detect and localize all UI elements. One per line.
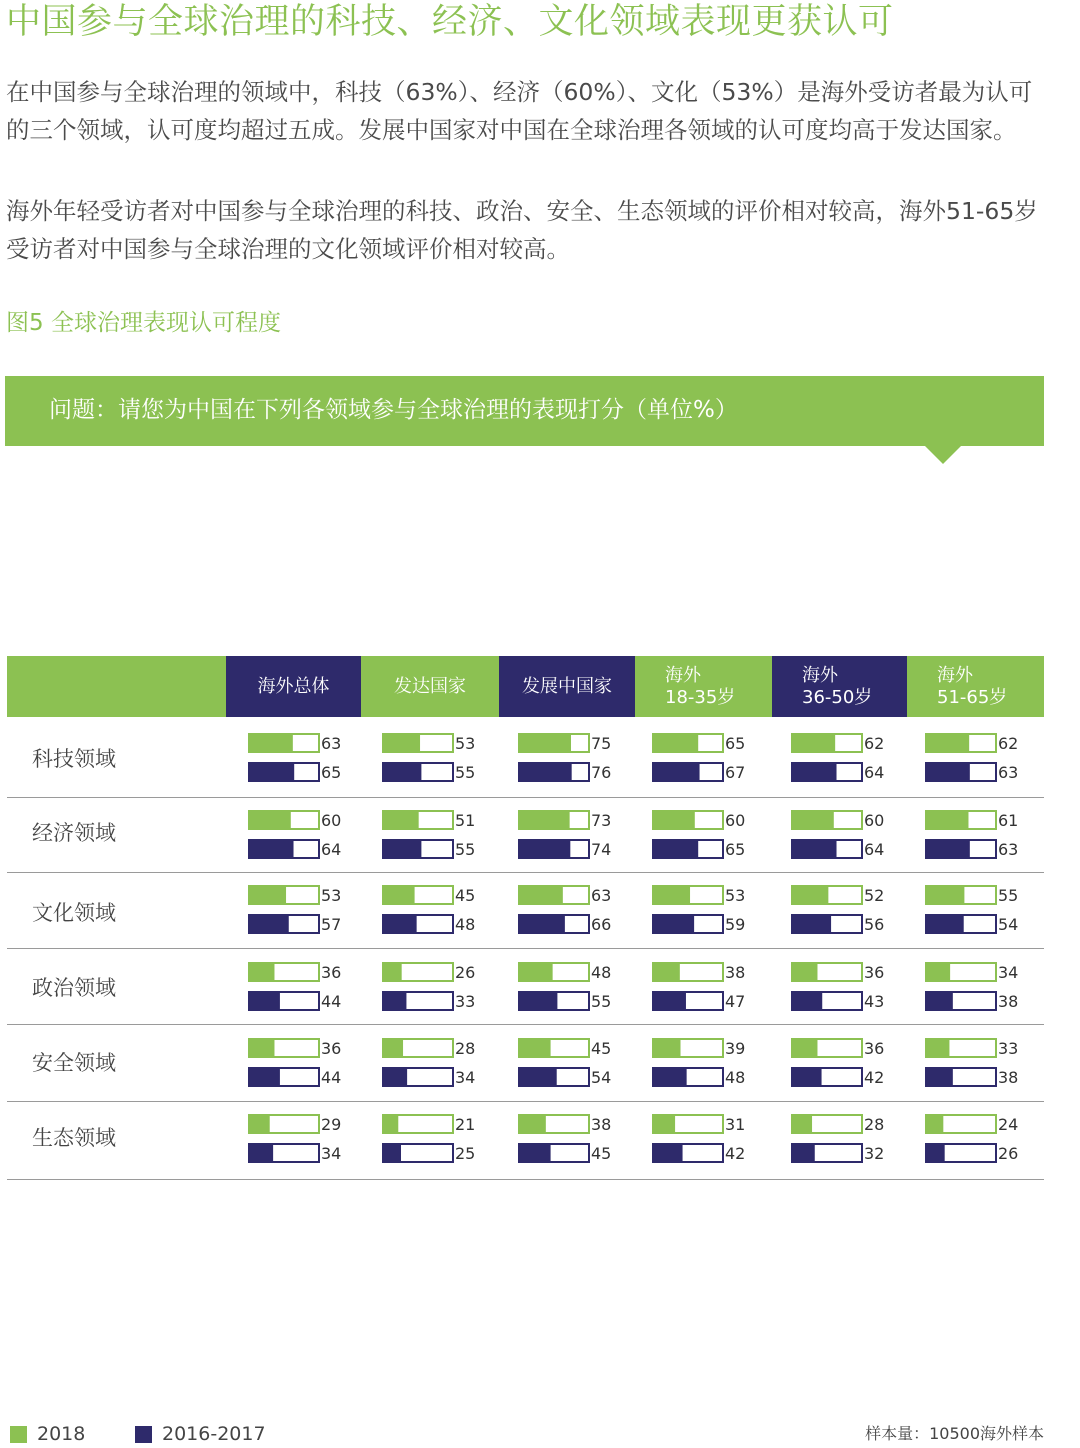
bar-remainder: [698, 735, 722, 751]
bar-current-r4-c2: [518, 1038, 611, 1058]
bar-remainder: [273, 1145, 318, 1161]
bar-current-r1-c3: [652, 810, 745, 830]
bar-previous-r5-c0: [248, 1143, 341, 1163]
bar-value-label: 43: [864, 992, 885, 1011]
bar-current-r0-c5: [925, 733, 1018, 753]
bar-remainder: [970, 764, 995, 780]
bar-previous-r0-c3: [652, 762, 745, 782]
bar-value-label: 28: [455, 1039, 476, 1058]
bar-remainder: [289, 916, 318, 932]
bar-previous-r1-c5: [925, 839, 1018, 859]
bar-remainder: [419, 812, 452, 828]
bar-remainder: [415, 887, 452, 903]
column-header-age-18-35: 海外 18-35岁: [635, 656, 772, 717]
bar-value-label: 53: [725, 886, 746, 905]
bar-previous-r0-c2: [518, 762, 611, 782]
bar-remainder: [700, 764, 722, 780]
bar-current-r5-c3: [652, 1114, 745, 1134]
bar-remainder: [686, 993, 722, 1009]
bar-current-r2-c4: [791, 885, 884, 905]
bar-remainder: [570, 812, 588, 828]
bar-value-label: 55: [591, 992, 612, 1011]
bar-value-label: 52: [864, 886, 885, 905]
bar-previous-r5-c3: [652, 1143, 745, 1163]
bar-remainder: [680, 964, 722, 980]
bar-value-label: 38: [591, 1115, 612, 1134]
bar-value-label: 24: [998, 1115, 1019, 1134]
legend-label-2016-2017: 2016-2017: [162, 1423, 266, 1445]
column-header-age-51-65: 海外 51-65岁: [907, 656, 1044, 717]
bar-value-label: 38: [725, 963, 746, 982]
bar-current-r4-c0: [248, 1038, 341, 1058]
bar-remainder: [274, 964, 318, 980]
bar-remainder: [950, 964, 995, 980]
row-label-economy: 经济领域: [32, 821, 116, 845]
bar-current-r5-c5: [925, 1114, 1018, 1134]
bar-remainder: [835, 735, 861, 751]
bar-current-r3-c2: [518, 962, 611, 982]
bar-current-r3-c1: [382, 962, 475, 982]
bar-remainder: [293, 735, 318, 751]
bar-previous-r0-c0: [248, 762, 341, 782]
bar-current-r2-c0: [248, 885, 341, 905]
row-label-culture: 文化领域: [32, 901, 116, 925]
bar-remainder: [398, 1116, 452, 1132]
intro-paragraph-1: 在中国参与全球治理的领域中，科技（63%）、经济（60%）、文化（53%）是海外受访者最为认可的三个领域，认可度均超过五成。发展中国家对中国在全球治理各领域的认可度均高于发达国家。: [6, 78, 1033, 144]
bar-previous-r4-c0: [248, 1067, 341, 1087]
bar-current-r3-c5: [925, 962, 1018, 982]
bar-remainder: [417, 916, 452, 932]
bar-remainder: [964, 887, 995, 903]
bar-value-label: 48: [725, 1068, 746, 1087]
bar-current-r5-c0: [248, 1114, 341, 1134]
bar-remainder: [970, 841, 995, 857]
bar-value-label: 45: [591, 1144, 612, 1163]
bar-value-label: 66: [591, 915, 612, 934]
bar-remainder: [291, 812, 318, 828]
bar-value-label: 62: [864, 734, 885, 753]
bar-previous-r1-c4: [791, 839, 884, 859]
row-label-security: 安全领域: [32, 1051, 116, 1075]
bar-remainder: [420, 735, 452, 751]
bar-remainder: [557, 993, 588, 1009]
bar-remainder: [553, 964, 588, 980]
bar-remainder: [675, 1116, 722, 1132]
bar-value-label: 42: [725, 1144, 746, 1163]
bar-remainder: [546, 1116, 588, 1132]
column-header-developing: 发展中国家: [499, 656, 635, 717]
bar-value-label: 21: [455, 1115, 476, 1134]
bar-current-r0-c3: [652, 733, 745, 753]
bar-value-label: 57: [321, 915, 342, 934]
bar-value-label: 44: [321, 992, 342, 1011]
bar-value-label: 36: [864, 1039, 885, 1058]
bar-value-label: 76: [591, 763, 612, 782]
bar-current-r5-c1: [382, 1114, 475, 1134]
bar-current-r4-c5: [925, 1038, 1018, 1058]
bar-value-label: 65: [725, 734, 746, 753]
bar-remainder: [815, 1145, 861, 1161]
bar-remainder: [695, 812, 722, 828]
bar-previous-r2-c3: [652, 914, 745, 934]
bar-value-label: 25: [455, 1144, 476, 1163]
bar-remainder: [837, 764, 861, 780]
bar-value-label: 53: [455, 734, 476, 753]
bar-value-label: 55: [455, 763, 476, 782]
bar-previous-r5-c1: [382, 1143, 475, 1163]
bar-value-label: 74: [591, 840, 612, 859]
bar-previous-r3-c1: [382, 991, 475, 1011]
bar-remainder: [407, 1069, 452, 1085]
bar-value-label: 45: [591, 1039, 612, 1058]
bar-remainder: [280, 993, 318, 1009]
bar-current-r3-c3: [652, 962, 745, 982]
bar-value-label: 63: [591, 886, 612, 905]
bar-remainder: [837, 841, 861, 857]
bar-value-label: 60: [864, 811, 885, 830]
bar-value-label: 55: [455, 840, 476, 859]
figure-label: 图5 全球治理表现认可程度: [6, 310, 281, 336]
bar-value-label: 33: [998, 1039, 1019, 1058]
bar-remainder: [953, 1069, 995, 1085]
bar-value-label: 53: [321, 886, 342, 905]
bar-previous-r3-c5: [925, 991, 1018, 1011]
bar-value-label: 75: [591, 734, 612, 753]
question-text: 问题：请您为中国在下列各领域参与全球治理的表现打分（单位%）: [49, 397, 738, 423]
bar-previous-r4-c2: [518, 1067, 611, 1087]
bar-current-r1-c2: [518, 810, 611, 830]
bar-value-label: 48: [591, 963, 612, 982]
bar-previous-r3-c0: [248, 991, 341, 1011]
bar-current-r2-c5: [925, 885, 1018, 905]
row-label-politics: 政治领域: [32, 976, 116, 1000]
bar-previous-r4-c4: [791, 1067, 884, 1087]
bar-value-label: 60: [321, 811, 342, 830]
bar-value-label: 55: [998, 886, 1019, 905]
bar-current-r4-c4: [791, 1038, 884, 1058]
bar-remainder: [571, 735, 588, 751]
bar-value-label: 38: [998, 1068, 1019, 1087]
bar-value-label: 60: [725, 811, 746, 830]
bar-remainder: [294, 764, 318, 780]
bar-remainder: [945, 1145, 995, 1161]
bar-remainder: [964, 916, 995, 932]
bar-value-label: 64: [864, 840, 885, 859]
legend-swatch-2016-2017: [135, 1426, 152, 1443]
bar-previous-r0-c5: [925, 762, 1018, 782]
bar-remainder: [551, 1040, 588, 1056]
bar-remainder: [570, 841, 588, 857]
bar-previous-r1-c0: [248, 839, 341, 859]
bar-value-label: 36: [321, 963, 342, 982]
intro-paragraph-2: 海外年轻受访者对中国参与全球治理的科技、政治、安全、生态领域的评价相对较高，海外51-65岁受访者对中国参与全球治理的文化领域评价相对较高。: [6, 197, 1038, 263]
bar-remainder: [831, 916, 861, 932]
bar-value-label: 64: [321, 840, 342, 859]
bar-value-label: 63: [321, 734, 342, 753]
bar-value-label: 65: [725, 840, 746, 859]
bar-remainder: [406, 993, 452, 1009]
bar-previous-r2-c1: [382, 914, 475, 934]
bar-value-label: 67: [725, 763, 746, 782]
bar-previous-r2-c2: [518, 914, 611, 934]
bar-value-label: 61: [998, 811, 1019, 830]
bar-value-label: 44: [321, 1068, 342, 1087]
bar-previous-r3-c3: [652, 991, 745, 1011]
bar-value-label: 34: [321, 1144, 342, 1163]
bar-previous-r4-c1: [382, 1067, 475, 1087]
bar-current-r2-c1: [382, 885, 475, 905]
bar-previous-r5-c2: [518, 1143, 611, 1163]
bar-previous-r5-c5: [925, 1143, 1018, 1163]
bar-previous-r2-c4: [791, 914, 884, 934]
bar-current-r2-c3: [652, 885, 745, 905]
sample-size-note: 样本量：10500海外样本: [865, 1424, 1044, 1443]
bar-value-label: 36: [864, 963, 885, 982]
bar-current-r0-c0: [248, 733, 341, 753]
bar-current-r1-c5: [925, 810, 1018, 830]
row-label-ecology: 生态领域: [32, 1126, 116, 1150]
bar-previous-r4-c5: [925, 1067, 1018, 1087]
bar-value-label: 29: [321, 1115, 342, 1134]
bar-remainder: [834, 812, 861, 828]
bar-value-label: 48: [455, 915, 476, 934]
page-title: 中国参与全球治理的科技、经济、文化领域表现更获认可: [6, 2, 894, 42]
bar-remainder: [943, 1116, 995, 1132]
bar-value-label: 65: [321, 763, 342, 782]
bar-value-label: 64: [864, 763, 885, 782]
bar-remainder: [812, 1116, 861, 1132]
bar-current-r0-c4: [791, 733, 884, 753]
bar-value-label: 34: [455, 1068, 476, 1087]
bar-current-r1-c1: [382, 810, 475, 830]
bar-remainder: [421, 841, 452, 857]
column-header-developed: 发达国家: [361, 656, 499, 717]
bar-value-label: 31: [725, 1115, 746, 1134]
bar-remainder: [280, 1069, 318, 1085]
bar-value-label: 59: [725, 915, 746, 934]
bar-value-label: 32: [864, 1144, 885, 1163]
bar-remainder: [274, 1040, 318, 1056]
bar-current-r5-c2: [518, 1114, 611, 1134]
bar-current-r0-c2: [518, 733, 611, 753]
bar-value-label: 45: [455, 886, 476, 905]
bar-remainder: [402, 964, 452, 980]
bar-value-label: 39: [725, 1039, 746, 1058]
bar-remainder: [698, 841, 722, 857]
bar-value-label: 33: [455, 992, 476, 1011]
bar-value-label: 28: [864, 1115, 885, 1134]
bar-current-r3-c4: [791, 962, 884, 982]
bar-value-label: 26: [998, 1144, 1019, 1163]
bar-current-r1-c0: [248, 810, 341, 830]
bar-remainder: [681, 1040, 722, 1056]
bar-current-r5-c4: [791, 1114, 884, 1134]
bar-value-label: 54: [591, 1068, 612, 1087]
bar-previous-r2-c5: [925, 914, 1018, 934]
bar-current-r3-c0: [248, 962, 341, 982]
bar-remainder: [294, 841, 318, 857]
bar-value-label: 47: [725, 992, 746, 1011]
column-header-overseas-total: 海外总体: [226, 656, 361, 717]
column-header-age-36-50: 海外 36-50岁: [772, 656, 907, 717]
bar-remainder: [557, 1069, 588, 1085]
bar-remainder: [817, 964, 861, 980]
bar-previous-r2-c0: [248, 914, 341, 934]
bar-value-label: 26: [455, 963, 476, 982]
bar-remainder: [828, 887, 861, 903]
bar-previous-r3-c2: [518, 991, 611, 1011]
bar-remainder: [286, 887, 318, 903]
bar-previous-r1-c1: [382, 839, 475, 859]
bar-previous-r4-c3: [652, 1067, 745, 1087]
bar-value-label: 63: [998, 840, 1019, 859]
bar-remainder: [817, 1040, 861, 1056]
bar-previous-r1-c2: [518, 839, 611, 859]
bar-previous-r3-c4: [791, 991, 884, 1011]
bar-remainder: [949, 1040, 995, 1056]
legend-swatch-2018: [10, 1426, 27, 1443]
bar-remainder: [683, 1145, 722, 1161]
bar-remainder: [551, 1145, 588, 1161]
bar-remainder: [401, 1145, 452, 1161]
bar-remainder: [270, 1116, 318, 1132]
bar-remainder: [403, 1040, 452, 1056]
bar-previous-r0-c4: [791, 762, 884, 782]
bar-value-label: 51: [455, 811, 476, 830]
bar-remainder: [969, 735, 995, 751]
bar-remainder: [572, 764, 588, 780]
bar-value-label: 54: [998, 915, 1019, 934]
bar-value-label: 73: [591, 811, 612, 830]
bar-remainder: [822, 993, 861, 1009]
bar-remainder: [421, 764, 452, 780]
bar-value-label: 63: [998, 763, 1019, 782]
bar-remainder: [822, 1069, 861, 1085]
bar-current-r0-c1: [382, 733, 475, 753]
bar-previous-r1-c3: [652, 839, 745, 859]
bar-remainder: [953, 993, 995, 1009]
bar-remainder: [694, 916, 722, 932]
bar-current-r2-c2: [518, 885, 611, 905]
bar-remainder: [968, 812, 995, 828]
bar-value-label: 36: [321, 1039, 342, 1058]
bar-value-label: 62: [998, 734, 1019, 753]
bar-value-label: 34: [998, 963, 1019, 982]
bar-current-r4-c3: [652, 1038, 745, 1058]
bar-value-label: 38: [998, 992, 1019, 1011]
bar-value-label: 42: [864, 1068, 885, 1087]
bar-remainder: [565, 916, 588, 932]
bar-remainder: [687, 1069, 722, 1085]
bar-previous-r5-c4: [791, 1143, 884, 1163]
bar-remainder: [690, 887, 722, 903]
row-label-tech: 科技领域: [32, 747, 116, 771]
legend-label-2018: 2018: [37, 1423, 86, 1445]
bar-previous-r0-c1: [382, 762, 475, 782]
bar-remainder: [563, 887, 588, 903]
bar-current-r4-c1: [382, 1038, 475, 1058]
bar-current-r1-c4: [791, 810, 884, 830]
bar-value-label: 56: [864, 915, 885, 934]
